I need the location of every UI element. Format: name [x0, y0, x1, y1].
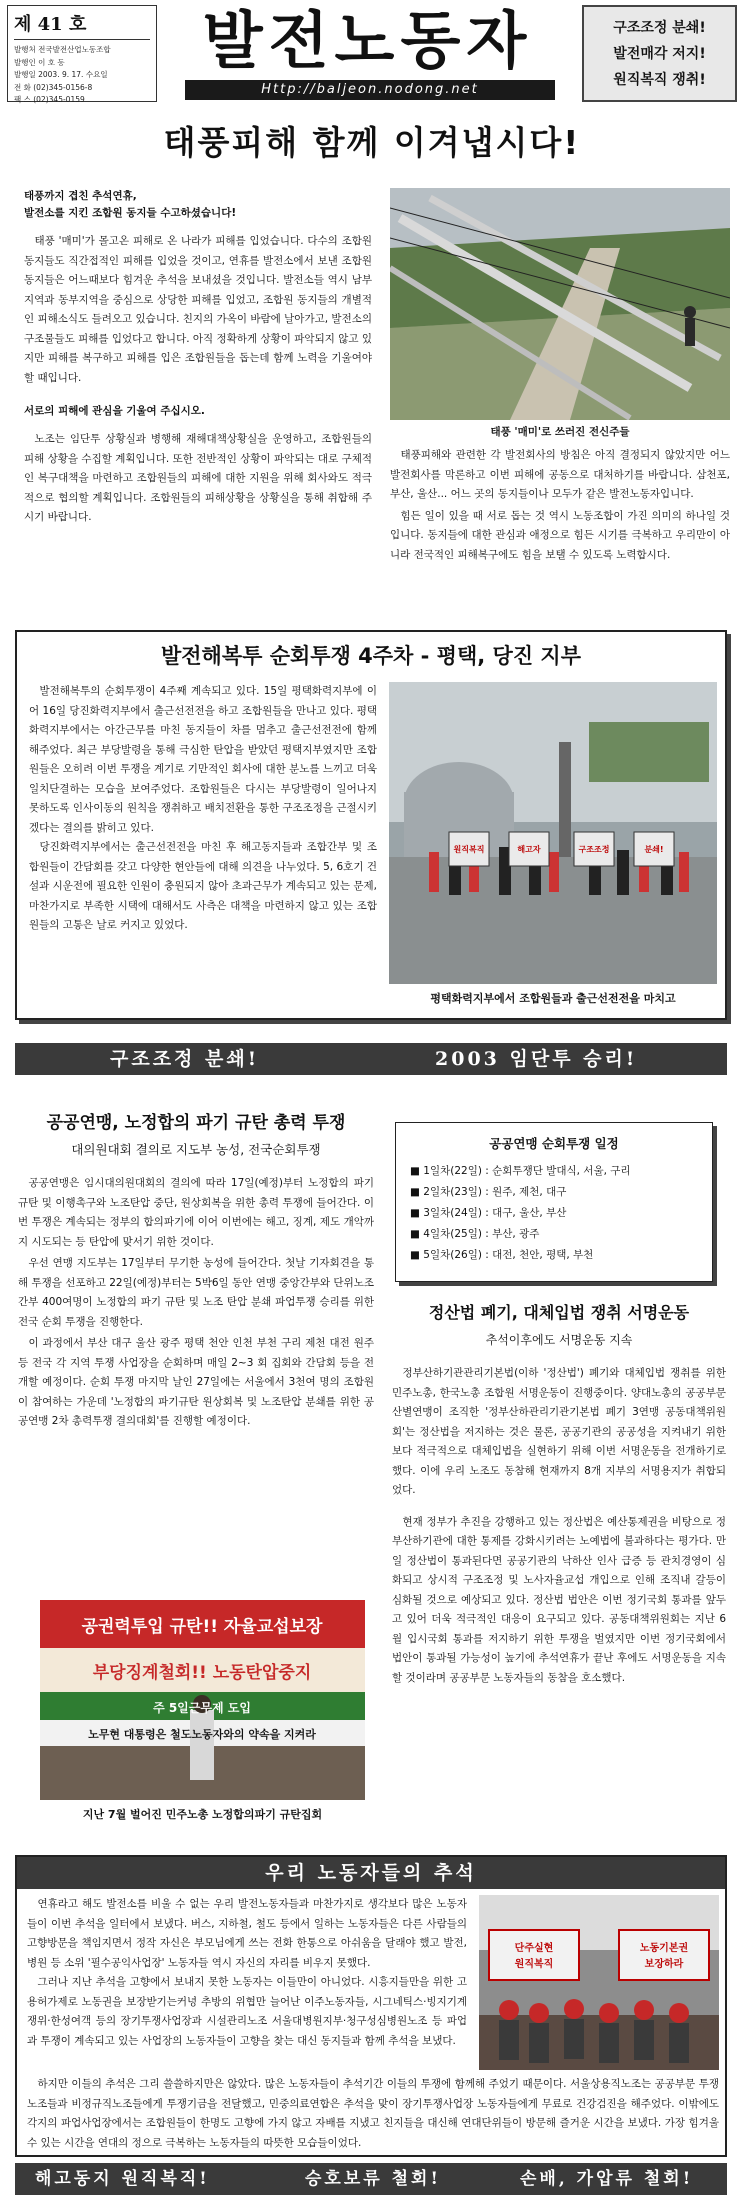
rally-banner-text: 부당징계철회!! 노동탄압중지 — [92, 1663, 312, 1683]
rally-banner-text: 주 5일근무제 도입 — [153, 1701, 251, 1715]
banner-slogan: 구조조정 분쇄! — [110, 1048, 260, 1070]
schedule-item-text: 1일차(22일) : 순회투쟁단 발대식, 서울, 구리 — [423, 1165, 631, 1177]
schedule-item — [410, 1161, 698, 1182]
law-paragraph: 정부산하기관관리기본법(이하 '정산법') 폐기와 대체입법 쟁취를 위한 민주노총, 한국노총 조합원 서명운동이 진행중이다. 양대노총의 공공부문 산별연맹이 조직한 '정부산하관리기관기본법 폐기 3연맹 공동대책위원회'는 정산법을 저지하는 것은 물론, 공공기관의 공공성을 지켜내기 위한 보다 적극적으로 대체입법을 실현하기 위해 이번 서명운동을 전개하기로 했다. 이에 우리 노조도 동참해 현재까지 8개 지부의 서명용지가 취합되었다. — [392, 1367, 726, 1496]
typhoon-paragraph: 노조는 임단투 상황실과 병행해 재해대책상황실을 운영하고, 조합원들의 피해 상황을 수집할 계획입니다. 또한 전반적인 상황이 파악되는 대로 구체적인 복구대책을 마련하고 조합원들의 피해에 대한 지원을 위해 회사와도 적극적으로 협의할 계획입니다. 조합원들의 피해상황을 상황실을 통해 취합해 주시기 바랍니다. — [24, 433, 372, 523]
schedule-item — [410, 1203, 698, 1224]
chuseok-paragraph: 연휴라고 해도 발전소를 비울 수 없는 우리 발전노동자들과 마찬가지로 생각보다 많은 노동자들이 이번 추석을 일터에서 보냈다. 버스, 지하철, 철도 등에서 일하는 노동자들은 다른 사람들의 고향방문을 책임지면서 정작 자신은 부모님에게 쓰는 전화 한통으로 아쉬움을 달래야 했고 발전, 병원 등 소위 '필수공익사업장' 노동자들 역시 자신의 자리를 비우지 못했다. — [27, 1898, 467, 1969]
chuseok-sign-text: 노동기본권 — [639, 1943, 689, 1954]
meta-line: 전 화 (02)345-0156-8 — [14, 82, 93, 92]
chuseok-title: 우리 노동자들의 추석 — [17, 1857, 725, 1889]
chuseok-sign-text: 원직복직 — [514, 1959, 554, 1970]
bullet-square-icon: ■ — [410, 1165, 424, 1177]
schedule-item-text: 2일차(23일) : 원주, 제천, 대구 — [423, 1186, 567, 1198]
tour-article-box — [15, 630, 727, 1020]
protest-sign-text: 구조조정 — [578, 845, 610, 854]
protest-photo-image — [389, 682, 717, 984]
rally-banner-text: 공권력투입 규탄!! 자율교섭보장 — [81, 1617, 323, 1637]
schedule-item — [410, 1245, 698, 1266]
typhoon-article-right — [390, 446, 730, 565]
kpu-title: 공공연맹, 노정합의 파기 규탄 총력 투쟁 — [46, 1113, 346, 1133]
typhoon-lead — [24, 188, 372, 222]
protest-sign-text: 해고자 — [517, 845, 541, 854]
banner-slogan: 승호보류 철회! — [305, 2169, 441, 2189]
bullet-square-icon: ■ — [410, 1249, 424, 1261]
slogan-box — [582, 5, 737, 102]
meta-line: 팩 스 (02)345-0159 — [14, 95, 85, 104]
typhoon-photo — [390, 188, 730, 420]
banner-slogan: 2003 임단투 승리! — [435, 1048, 638, 1070]
publication-meta — [14, 44, 150, 107]
typhoon-paragraph: 힘든 일이 있을 때 서로 돕는 것 역시 노동조합이 가진 의미의 하나일 것입니다. 동지들에 대한 관심과 애정으로 힘든 시기를 극복하고 우리만이 아니라 전국적인 피해복구에도 힘을 보탤 수 있도록 노력합시다. — [390, 509, 730, 561]
chuseok-photo — [479, 1895, 719, 2070]
fallen-utility-poles-image — [390, 188, 730, 420]
tour-photo-caption: 평택화력지부에서 조합원들과 출근선전전을 마치고 — [430, 992, 676, 1005]
tour-paragraph: 발전해복투의 순회투쟁이 4주째 계속되고 있다. 15일 평택화력지부에 이어 16일 당진화력지부에서 출근선전전을 하고 조합원들을 만나고 있다. 평택화력지부에서는 아간근무를 마친 동지들이 차를 멈추고 출근선전전에 함께 해주었다. 최근 부당발령을 통해 극심한 탄압을 받았던 평택지부였지만 조합원들은 오히려 이번 투쟁을 계기로 기만적인 회사에 대한 분노를 느끼고 더욱 일치단결하는 모습을 보여주었다. 조합원들은 다시는 부당발령이 일어나지 못하도록 인사이동의 원칙을 쟁취하고 배치전환을 통한 구조조정을 근절시키겠다는 결의를 밝히고 있다. — [29, 685, 377, 834]
bullet-square-icon: ■ — [410, 1228, 424, 1240]
workers-gathering-image — [479, 1895, 719, 2070]
issue-box — [7, 5, 157, 102]
tour-paragraph: 당진화력지부에서는 출근선전전을 마친 후 해고동지들과 조합간부 및 조합원들이 간담회를 갖고 다양한 현안들에 대해 의견을 나누었다. 5, 6호기 건설과 시운전에 필요한 인원이 충원되지 않아 초과근무가 계속되고 있는 문제, 마찬가지로 부족한 시택에 대해서도 사측은 대책을 마련하지 않고 있는 조합원들의 고통은 날로 커지고 있었다. — [29, 841, 377, 931]
schedule-item — [410, 1224, 698, 1245]
typhoon-paragraph: 태풍피해와 관련한 각 발전회사의 방침은 아직 결정되지 않았지만 어느 발전회사를 막론하고 이번 피해에 공동으로 대처하기를 바랍니다. 삼천포, 부산, 울산... 어느 곳의 동지들이나 모두가 같은 발전노동자입니다. — [390, 449, 730, 500]
schedule-item-text: 5일차(26일) : 대전, 천안, 평택, 부천 — [423, 1249, 594, 1261]
slogan: 원직복직 쟁취! — [613, 72, 706, 88]
chuseok-article-box — [15, 1855, 727, 2157]
typhoon-lead-line: 태풍까지 겹친 추석연휴, — [24, 190, 137, 202]
chuseok-body — [27, 1895, 467, 2051]
schedule-item — [410, 1182, 698, 1203]
chuseok-paragraph: 그러나 지난 추석을 고향에서 보내지 못한 노동자는 이들만이 아니었다. 시흥지들만을 위한 고용허가제로 노동권을 보장받기는커녕 추방의 위협만 늘어난 이주노동자들, 시그네틱스·빙지기계쟁위·한성여객 등의 장기투쟁사업장과 시설관리노조 서울대병원지부·청구성심병원노조 등 파업과 투쟁이 계속되고 있는 사업장의 노동자들이 고향을 찾는 대신 동지들과 함께 추석을 보냈다. — [27, 1976, 467, 2047]
protest-sign-text: 분쇄! — [644, 845, 664, 854]
schedule-item-text: 3일차(24일) : 대구, 울산, 부산 — [423, 1207, 567, 1219]
kpu-paragraph: 이 과정에서 부산 대구 울산 광주 평택 천안 인천 부천 구리 제천 대전 원주 등 전국 각 지역 투쟁 사업장을 순회하며 매일 2~3 회 집회와 간담회 등을 전개할 예정이다. 순회 투쟁 마지막 날인 27일에는 서울에서 3천여 명의 조합원이 참여하는 가운데 '노정합의 파기규탄 원상회복 및 노조탄압 분쇄를 위한 공공연맹 2차 총력투쟁 결의대회'를 진행할 예정이다. — [18, 1337, 374, 1427]
slogan: 발전매각 저지! — [613, 46, 706, 62]
schedule-box — [395, 1122, 713, 1282]
typhoon-photo-caption: 태풍 '매미'로 쓰러진 전신주들 — [490, 426, 630, 438]
typhoon-subheading: 서로의 피해에 관심을 기울여 주십시오. — [24, 405, 205, 417]
rally-banner-text: 노무현 대통령은 철도노동자와의 약속을 지켜라 — [88, 1728, 316, 1741]
chuseok-sign-text: 단주실현 — [514, 1943, 554, 1954]
bullet-square-icon: ■ — [410, 1186, 424, 1198]
issue-number: 제 41 호 — [14, 10, 150, 40]
kpu-article — [18, 1110, 374, 1432]
rally-stage-image — [40, 1600, 365, 1800]
bullet-square-icon: ■ — [410, 1207, 424, 1219]
schedule-item-text: 4일차(25일) : 부산, 광주 — [423, 1228, 540, 1240]
website-url-text: Http://baljeon.nodong.net — [261, 82, 479, 97]
newspaper-title: 발전노동자 — [202, 4, 533, 77]
schedule-title: 공공연맹 순회투쟁 일정 — [489, 1136, 619, 1151]
banner-slogan: 해고동지 원직복직! — [35, 2169, 210, 2189]
law-article — [392, 1300, 726, 1688]
law-paragraph: 현재 정부가 추진을 강행하고 있는 정산법은 예산통제권을 비탕으로 정부산하기관에 대한 통제를 강화시키려는 노예법에 불과하다는 평가다. 만일 정산법이 통과된다면 공공기관의 낙하산 인사 급증 등 관치경영이 심화되고 상시적 구조조정 및 노사자율교섭 개입으로 인해 조직내 갈등이 심화될 것으로 예상되고 있다. 정산법 법안은 이번 정기국회 통과를 앞두고 있어 더욱 적극적인 대응이 요구되고 있다. 공동대책위원회는 지난 6월 입시국회 통과를 저지하기 위한 투쟁을 벌였지만 이번 정기국회에서 법안이 통과될 가능성이 높기에 추석연휴가 끝난 후에도 서명운동을 지속할 것이라며 공공부문 노동자들의 동참을 호소했다. — [392, 1515, 726, 1684]
kpu-paragraph: 공공연맹은 임시대의원대회의 결의에 따라 17일(예정)부터 노정합의 파기 규탄 및 이행촉구와 노조탄압 중단, 원상회복을 위한 총력 투쟁에 들어간다. 이번 투쟁은 계속되는 정부의 합의파기에 이어 이번에는 해고, 징계, 제도 개악까지 시도되는 등 탄압에 맞서기 위한 것이다. — [18, 1177, 374, 1248]
typhoon-lead-line: 발전소를 지킨 조합원 동지들 수고하셨습니다! — [24, 207, 237, 219]
protest-sign-text: 원직복직 — [453, 845, 485, 854]
chuseok-sign-text: 보장하라 — [644, 1959, 684, 1970]
meta-line: 발행처 전국발전산업노동조합 — [14, 45, 111, 54]
slogan-banner-2 — [15, 2163, 727, 2195]
kpu-subtitle: 대의원대회 결의로 지도부 농성, 전국순회투쟁 — [71, 1142, 321, 1157]
tour-title: 발전해복투 순회투쟁 4주차 - 평택, 당진 지부 — [160, 644, 582, 668]
law-subtitle: 추석이후에도 서명운동 지속 — [485, 1333, 633, 1347]
law-title: 정산법 폐기, 대체입법 쟁취 서명운동 — [428, 1303, 690, 1322]
meta-line: 발행일 2003. 9. 17. 수요일 — [14, 70, 108, 79]
typhoon-paragraph: 태풍 '매미'가 몰고온 피해로 온 나라가 피해를 입었습니다. 다수의 조합원 동지들도 직간접적인 피해를 입었을 것이고, 연휴를 발전소에서 보낸 조합원 동지들은 어느때보다 힘겨운 추석을 보내셨을 것입니다. 발전소들 역시 남부지역과 동부지역을 중심으로 상당한 피해를 입었고, 조합원 동지들의 개별적인 피해소식도 들려오고 있습니다. 친지의 가옥이 바람에 날아가고, 발전소의 구조물들도 피해를 입었다고 합니다. 아직 정확하게 상황이 파악되지 않고 있지만 피해를 복구하고 피해를 입은 조합원들을 돕는데 함께 노력을 기울여야 할 때입니다. — [24, 235, 372, 384]
meta-line: 발행인 이 호 동 — [14, 57, 65, 67]
kpu-paragraph: 우선 연맹 지도부는 17일부터 무기한 농성에 들어간다. 첫날 기자회견을 통해 투쟁을 선포하고 22일(예정)부터는 5박6일 동안 연맹 중앙간부와 단위노조 간부 400여명이 노정합의 파기 규탄 및 노조 탄압 분쇄 파업투쟁 승리를 위한 전국 순회 투쟁을 진행한다. — [18, 1257, 374, 1328]
tour-photo — [389, 682, 717, 984]
main-headline: 태풍피해 함께 이겨냅시다! — [163, 123, 581, 162]
slogan-banner-1 — [15, 1043, 727, 1075]
website-url[interactable] — [185, 80, 555, 100]
typhoon-article-left — [24, 188, 372, 528]
tour-body — [29, 682, 377, 936]
chuseok-paragraph: 하지만 이들의 추석은 그리 쓸쓸하지만은 않았다. 많은 노동자들이 추석기간 이들의 투쟁에 함께해 주었기 때문이다. 서울상용직노조는 공공부문 투쟁노조들과 비정규직노조들에게 투쟁기금을 전달했고, 민중의료연합은 추석을 맞이 장기투쟁사업장 노동자들에게 무료로 건강검진을 해주었다. 이밖에도 각지의 파업사업장에서는 조합원들이 한명도 고향에 가지 않고 자배를 지냈고 친지들을 대신해 연대단위들이 방문해 즐거운 시간을 보냈다. 가장 힘겨울 수 있는 시간을 연대의 정으로 극복하는 노동자들의 따뜻한 모습들이었다. — [27, 2078, 719, 2149]
kpu-rally-photo — [40, 1600, 365, 1800]
slogan: 구조조정 분쇄! — [613, 20, 706, 36]
banner-slogan: 손배, 가압류 철회! — [520, 2169, 694, 2189]
kpu-photo-caption: 지난 7월 벌어진 민주노총 노정합의파기 규탄집회 — [82, 1808, 323, 1821]
